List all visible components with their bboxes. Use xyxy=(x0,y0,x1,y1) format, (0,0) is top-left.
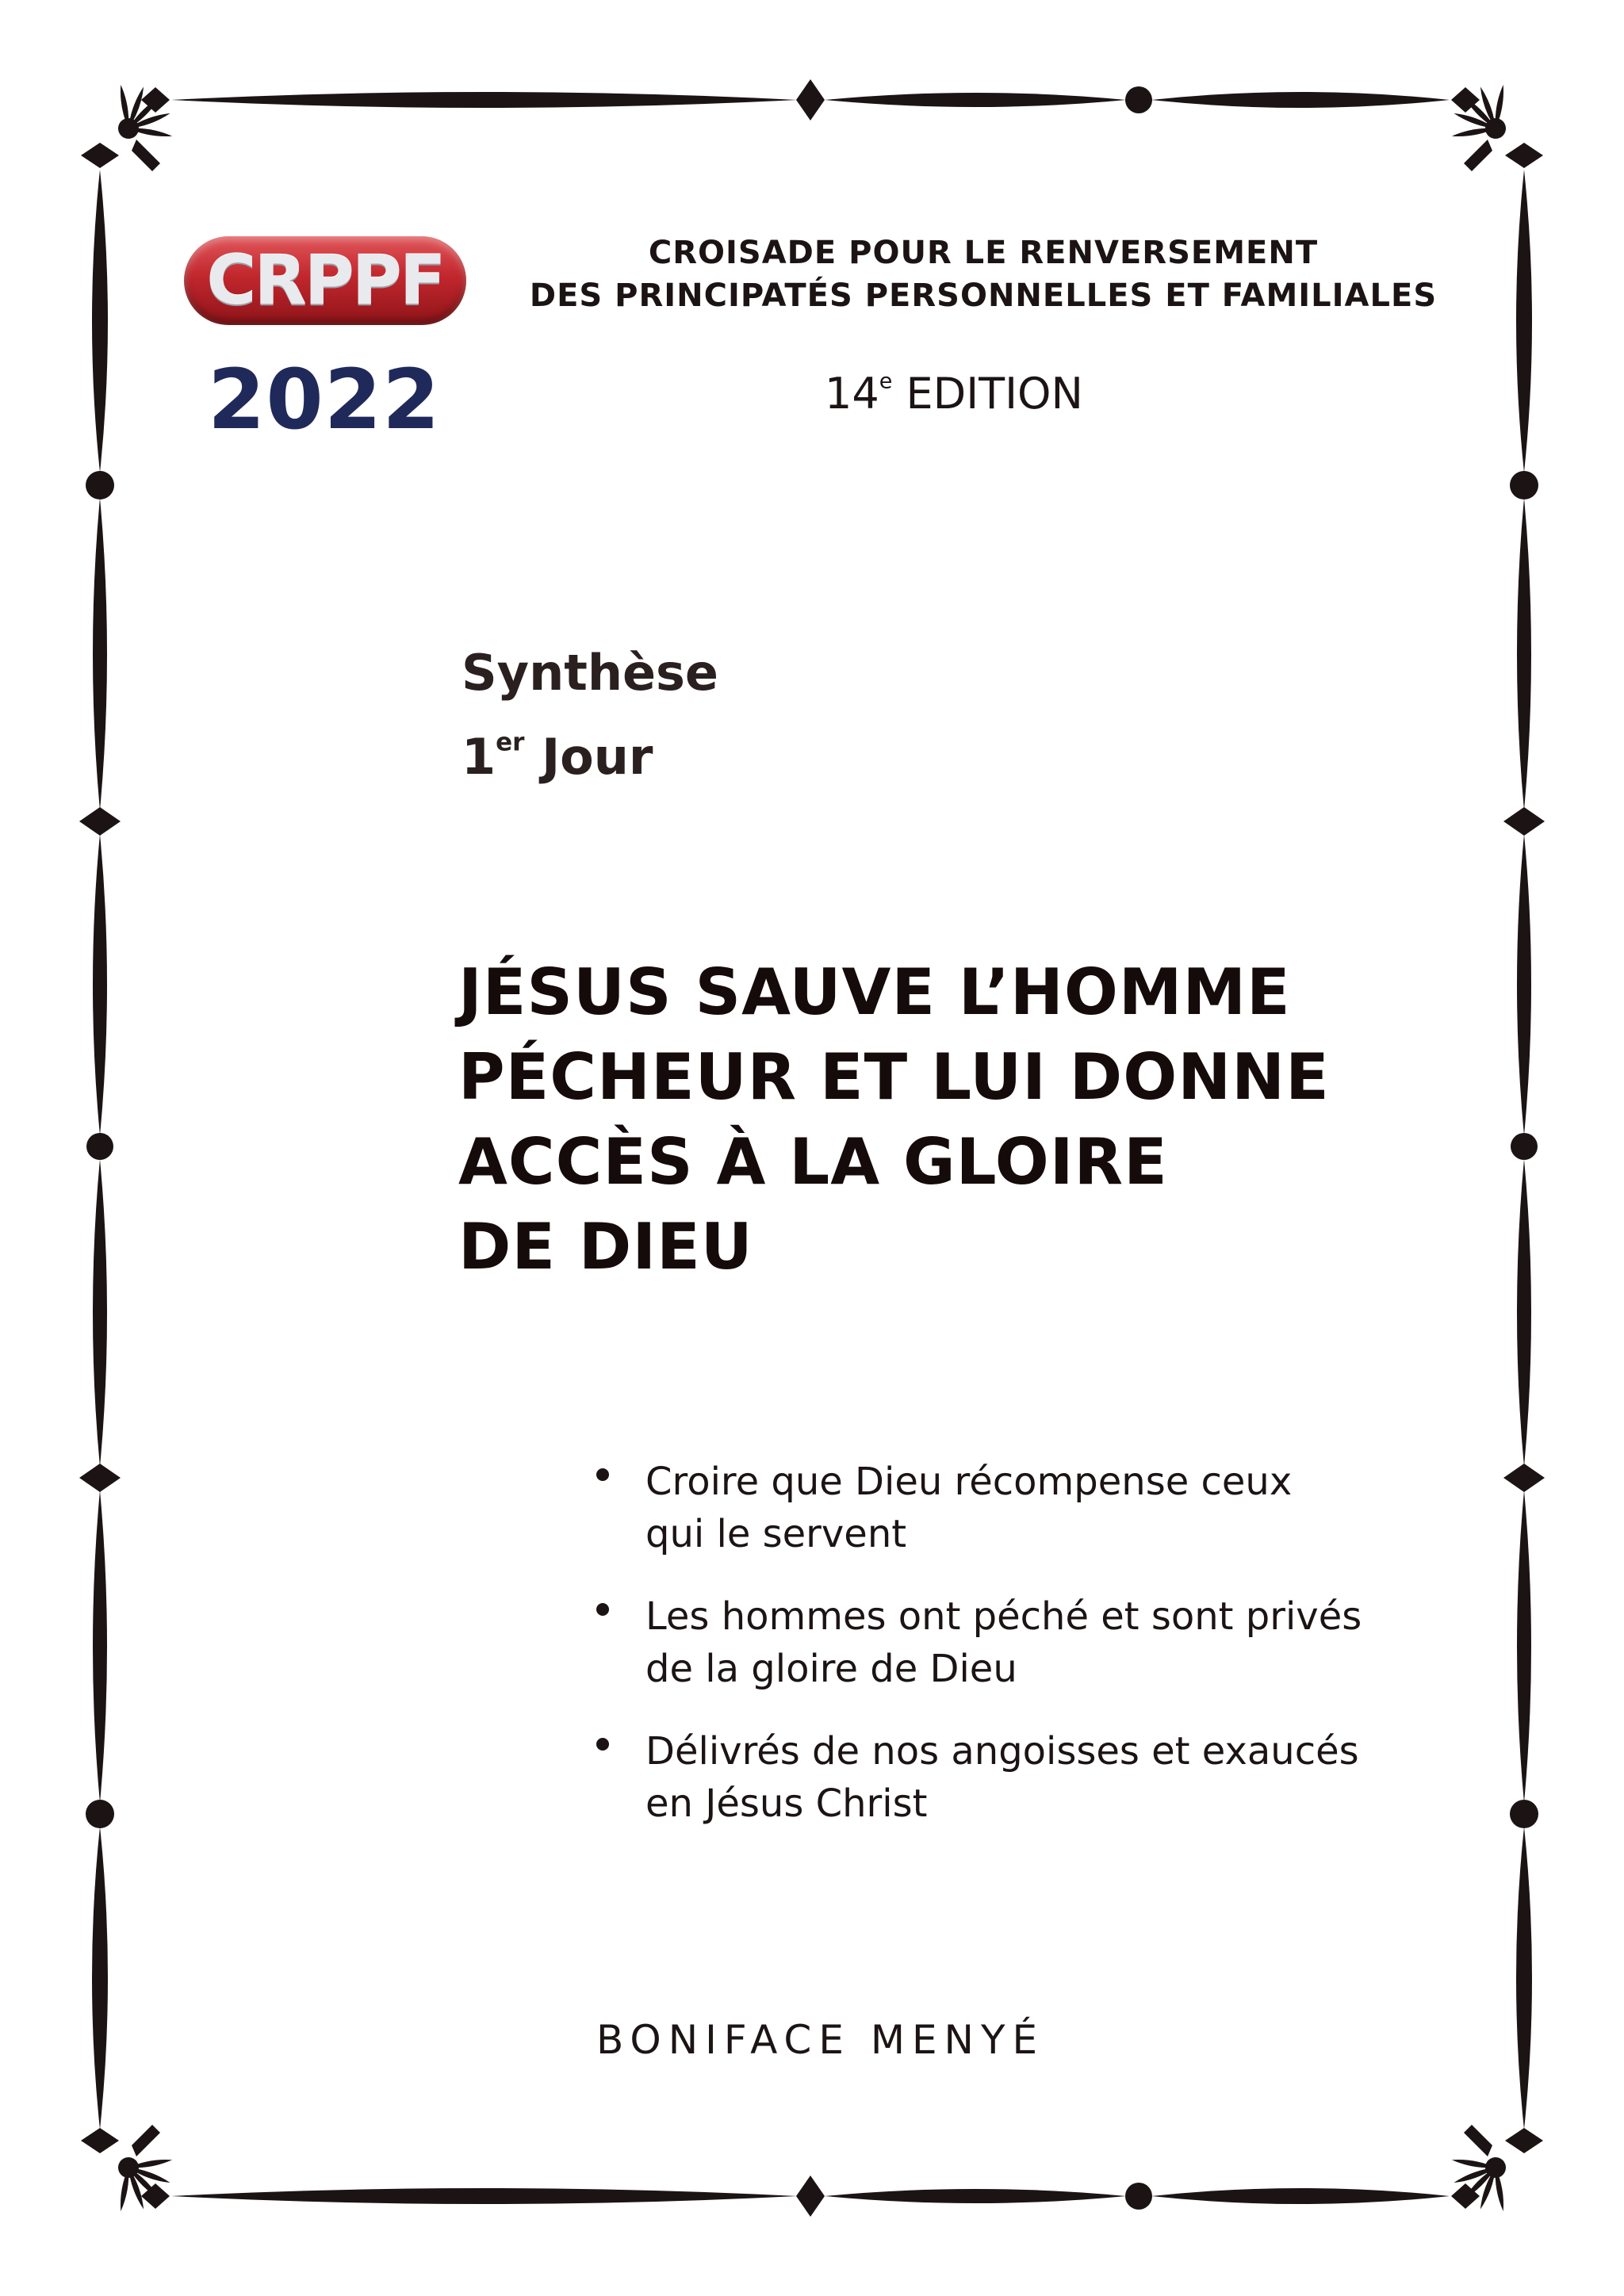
border-spindle xyxy=(93,834,107,1135)
day-word: Jour xyxy=(542,728,653,786)
border-spindle xyxy=(1517,1159,1531,1467)
day-label xyxy=(462,728,653,786)
diamond-icon xyxy=(81,2128,119,2153)
organization-line-1: CROISADE POUR LE RENVERSEMENT xyxy=(648,235,1319,271)
synthesis-label: Synthèse xyxy=(462,644,718,702)
organization-name xyxy=(508,232,1459,317)
dot-icon xyxy=(1125,2183,1152,2210)
bullet-icon xyxy=(596,1738,609,1751)
list-item-line: de la gloire de Dieu xyxy=(645,1647,1017,1691)
diamond-icon xyxy=(1503,1464,1545,1492)
diamond-icon xyxy=(796,2175,825,2217)
dot-icon xyxy=(1510,471,1538,499)
border-spindle xyxy=(825,2189,1126,2203)
border-spindle xyxy=(93,1159,107,1467)
border-spindle xyxy=(1516,170,1532,473)
list-item-text xyxy=(645,1590,1434,1695)
corner-leaf xyxy=(132,2125,160,2156)
diamond-icon xyxy=(79,1464,121,1492)
year: 2022 xyxy=(208,351,441,448)
logo-text: CRPPF xyxy=(206,241,444,320)
corner-leaf xyxy=(118,2157,139,2178)
border-spindle xyxy=(93,1490,107,1803)
border-spindle xyxy=(92,170,108,473)
list-item-line: en Jésus Christ xyxy=(645,1781,928,1826)
dot-icon xyxy=(86,1133,113,1160)
list-item xyxy=(593,1590,1434,1695)
list-item-text xyxy=(645,1456,1434,1560)
crppf-logo xyxy=(184,236,466,325)
title-line: PÉCHEUR ET LUI DONNE xyxy=(458,1040,1330,1114)
border-spindle xyxy=(1516,1827,1532,2130)
list-item-text xyxy=(645,1725,1434,1830)
list-item xyxy=(593,1725,1434,1830)
border-spindle xyxy=(92,1827,108,2130)
list-item-line: qui le servent xyxy=(645,1512,907,1556)
dot-icon xyxy=(1510,1800,1538,1828)
list-item-line: Les hommes ont péché et sont privés xyxy=(645,1594,1362,1639)
corner-leaf xyxy=(132,140,160,171)
edition xyxy=(825,369,1189,419)
border-spindle xyxy=(825,93,1126,107)
border-spindle xyxy=(171,92,797,108)
diamond-icon xyxy=(81,143,119,168)
corner-leaf xyxy=(1464,2125,1492,2156)
border-spindle xyxy=(1151,2188,1450,2204)
list-item-line: Croire que Dieu récompense ceux xyxy=(645,1460,1293,1504)
day-number: 1 xyxy=(462,728,496,786)
dot-icon xyxy=(86,471,114,499)
bullet-icon xyxy=(596,1603,609,1616)
dot-icon xyxy=(1125,86,1152,113)
corner-leaf xyxy=(1485,2157,1506,2178)
edition-number: 14 xyxy=(825,369,879,419)
main-title xyxy=(458,950,1410,1289)
list-item-line: Délivrés de nos angoisses et exaucés xyxy=(645,1729,1359,1774)
border-spindle xyxy=(93,498,107,810)
corner-leaf xyxy=(1464,140,1492,171)
day-suffix: er xyxy=(496,728,525,757)
border-spindle xyxy=(1151,92,1450,108)
border-spindle xyxy=(1517,498,1531,810)
corner-leaf xyxy=(1485,118,1506,139)
edition-suffix: e xyxy=(879,369,893,394)
dot-icon xyxy=(1511,1133,1538,1160)
diamond-icon xyxy=(1505,143,1543,168)
border-spindle xyxy=(1517,834,1531,1135)
organization-line-2: DES PRINCIPATÉS PERSONNELLES ET FAMILIALES xyxy=(529,277,1438,314)
edition-label: EDITION xyxy=(906,369,1083,419)
diamond-icon xyxy=(1503,807,1545,836)
bullet-icon xyxy=(596,1468,609,1481)
title-line: ACCÈS À LA GLOIRE xyxy=(458,1125,1168,1199)
diamond-icon xyxy=(79,807,121,836)
title-line: JÉSUS SAUVE L’HOMME xyxy=(458,955,1291,1029)
border-spindle xyxy=(171,2188,797,2204)
diamond-icon xyxy=(796,79,825,121)
border-spindle xyxy=(1517,1490,1531,1803)
diamond-icon xyxy=(1505,2128,1543,2153)
author-name: BONIFACE MENYÉ xyxy=(596,2017,1045,2063)
title-line: DE DIEU xyxy=(458,1210,753,1284)
list-item xyxy=(593,1456,1434,1560)
key-points-list xyxy=(593,1456,1434,1860)
corner-leaf xyxy=(118,118,139,139)
dot-icon xyxy=(86,1800,114,1828)
